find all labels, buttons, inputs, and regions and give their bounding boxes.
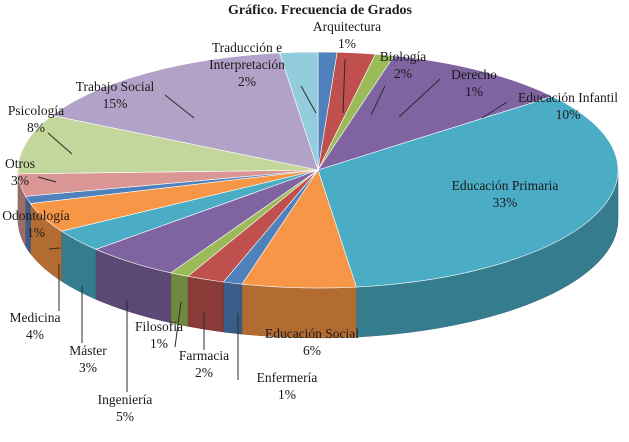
slice-label-name: Farmacia: [178, 348, 230, 363]
slice-label-8: [135, 319, 183, 351]
slice-label-value: 15%: [102, 96, 128, 111]
slice-label-value: 1%: [338, 36, 356, 51]
slice-label-value: 33%: [492, 195, 518, 210]
slice-label-value: 3%: [11, 173, 29, 188]
slice-label-name: Odontología: [2, 208, 70, 223]
chart-title: Gráfico. Frecuencia de Grados: [227, 3, 413, 18]
slice-label-value: 1%: [465, 84, 483, 99]
slice-label-name: Educación Primaria: [451, 178, 559, 193]
slice-label-name: Otros: [5, 156, 35, 171]
slice-label-value: 2%: [238, 74, 256, 89]
slice-label-name: Educación Social: [264, 326, 360, 341]
slice-label-name: Derecho: [451, 67, 497, 82]
slice-label-5: [265, 326, 359, 358]
slice-label-name: Trabajo Social: [75, 79, 155, 94]
slice-label-name: Máster: [69, 343, 107, 358]
slice-label-value: 5%: [116, 409, 134, 424]
slice-label-name: Interpretación: [209, 57, 285, 72]
slice-label-11: [10, 310, 61, 342]
slice-label-9: [98, 392, 153, 424]
slice-label-value: 1%: [278, 387, 296, 402]
slice-label-value: 1%: [150, 336, 168, 351]
slice-label-0: [313, 19, 381, 51]
slice-label-value: 2%: [394, 66, 412, 81]
slice-label-value: 3%: [79, 360, 97, 375]
slice-label-value: 6%: [303, 343, 321, 358]
slice-label-name: Educación Infantil: [517, 90, 619, 105]
slice-side-6: [223, 282, 241, 334]
slice-label-value: 2%: [195, 365, 213, 380]
slice-side-7: [188, 276, 224, 332]
slice-label-value: 10%: [555, 107, 581, 122]
slice-label-name: Filosofía: [134, 319, 184, 334]
slice-label-name: Arquitectura: [312, 19, 382, 34]
slice-label-7: [179, 348, 229, 380]
slice-label-name: Ingeniería: [97, 392, 153, 407]
slice-label-name: Traducción e: [211, 40, 283, 55]
slice-label-name: Biología: [379, 49, 427, 64]
slice-label-value: 1%: [27, 225, 45, 240]
slice-label-name: Psicología: [7, 103, 65, 118]
slice-label-name: Enfermería: [256, 370, 318, 385]
slice-label-10: [69, 343, 107, 375]
slice-label-name: Medicina: [9, 310, 61, 325]
slice-label-value: 8%: [27, 120, 45, 135]
slice-label-6: [257, 370, 318, 402]
slice-label-value: 4%: [26, 327, 44, 342]
